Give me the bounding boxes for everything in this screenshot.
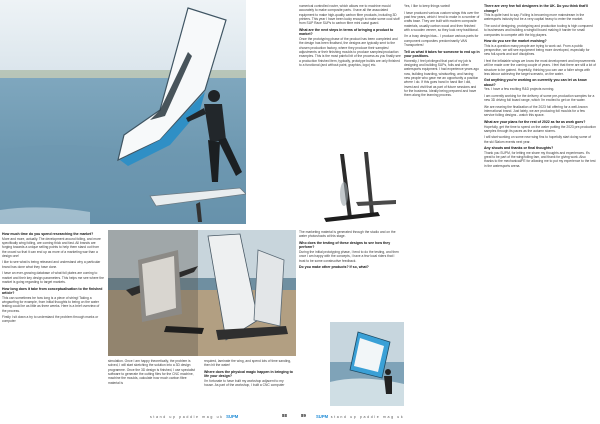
article-column-4: [299, 4, 401, 146]
question-heading: Where does the physical magic happen in bringing to life your design?: [204, 369, 293, 379]
answer-paragraph: I'm fortunate to have built my workshop adjacent to my house. As part of the workshop, I built a CNC computer: [204, 378, 285, 388]
question-heading: Tell us what it takes for someone to end up in your positions.: [404, 49, 480, 59]
answer-paragraph: Yes. I have a few exciting R&D projects running.: [484, 87, 555, 92]
footer-right-brand: SUPM: [316, 414, 329, 419]
answer-paragraph: This can sometimes be how long is a piece of string! Taking a wingsurfing for example, from initial thoughts to being on the water testing could be as little as three weeks. Here is a brief overview of the process.: [2, 295, 100, 313]
answer-paragraph: Hopefully, get the time to spend on the water putting the 2023 pre-production samples through its paces as the autumn storms.: [484, 124, 596, 133]
page-number-right: 89: [301, 413, 306, 418]
answer-paragraph: I have produced various custom wings this over the past few years, which I tend to make in a number of crafts base. They are built with modern composite materials, usually carbon wood and then finished with a wooden veneer, so they look very traditional.: [404, 10, 480, 32]
answer-paragraph: I feel the inflatable wings we know the most development and improvements will be made over the coming couple of years. I feel that there are still a lot of structure to be gained. Hopefully, thinking you can use a foiler wings with less labour achieving the target scenario, on the water.: [484, 58, 596, 76]
question-heading: How much time do you spend researching the market?: [2, 232, 94, 236]
answer-paragraph: Firstly I sit down a try to understand the problem through marks or computer: [2, 315, 99, 324]
question-heading: How long does it take from conceptualisation to the finished article?: [2, 286, 103, 295]
footer-left: [150, 414, 238, 419]
workshop-wings-photo: [108, 230, 296, 356]
wing-rider-inset-photo: [330, 322, 404, 406]
question-heading: Any shouts and thanks or final thoughts?: [484, 146, 554, 151]
answer-paragraph: I am currently working for the delivery of some pre-production samples for a new 3D driving foil board range, which I'm excited to get on the water.: [484, 93, 595, 103]
question-heading: There are very few foil designers in the UK. Do you think that'll change?: [484, 4, 589, 13]
article-column-5: [484, 4, 596, 408]
answer-paragraph: The marketing material is generated through the studio and on the water photoshoots at this stage.: [299, 230, 396, 239]
page-number-left: 88: [282, 413, 287, 418]
answer-paragraph: More and more, actually. The development around foiling, and more specifically wing foiling, are coming thick and fast. All brands are forging towards a unique selling points to help them stand out from the crowd so that it can end up as more of a marketing war than a design one!: [2, 236, 101, 258]
answer-paragraph: Thank you SUPM, for letting me share my thoughts and experiences. It's great to be part of the wing/foiling fam, and thank for giving work. Also thanks to the mechanical/FE for allowing me to put my experience to the test in the watersports arena.: [484, 150, 596, 168]
answer-paragraph: This is quite hard to say. Foiling is becoming more mainstream in the watersports industry but be a very capital heavy to enter the market.: [484, 13, 585, 22]
footer-right-text: stand up paddle mag uk: [330, 415, 405, 419]
question-heading: Who does the testing of these designs to see how they perform?: [299, 240, 391, 250]
article-column-3: [204, 359, 294, 411]
question-heading: How do you see the market evolving?: [484, 39, 547, 44]
answer-paragraph: I'm a busy design bias... I produce various parts for component composites predominantly VAN Transporters!: [404, 34, 479, 48]
answer-paragraph: Honestly, I feel privileged that part of my job is designing and building SUPs, foils and other watersports equipment. I had experience years ago now, building boarding, windsurfing, and having new people who gave me an opportunity a position where I do. If this goes hand in hand like I did, invest and visit that as part of future sessions and for the business. Ideally being prepared and have them along the learning process.: [404, 58, 479, 98]
answer-paragraph: The cost of designing, prototyping and production tooling is high compared to businesses and building a wingfoil board making it harder for small companies to compete with the big players.: [484, 23, 593, 37]
question-heading: Do you make other products? If so, what?: [299, 265, 369, 270]
question-heading: What are your plans for the rest of 2022 as far as work goes?: [484, 120, 586, 124]
answer-paragraph: simulation. Once I am happy theoretically, the problem is solved, I will start sketching the solution into a 3D design programme. Once the 3D design is finished, I use specialist software to generate the cutting files for the CNC machine, machine the moulds, calculate how much carbon fibre material is: [108, 359, 195, 385]
answer-paragraph: This is a question many people are trying to work out. From a public perspective, we will see equipment being more developed, especially for new foil-sports and surf disciplines.: [484, 43, 590, 57]
answer-paragraph: numerical controlled router, which allows me to machine mould accurately to make composite parts. I have all the associated equipment to make high-quality carbon fibre products, including 3D printers. This year I have been lucky enough to make some cool stuff from SUP Race SUPs to carbon fibre mini coast guard.: [299, 4, 400, 26]
wingfoiler-hero-photo: [0, 0, 246, 224]
article-column-4c: [404, 4, 480, 408]
footer-left-text: stand up paddle mag uk: [150, 415, 224, 419]
article-column-1: [2, 232, 104, 410]
foil-product-photo: [316, 148, 402, 228]
answer-paragraph: During the initial prototyping phase, I tend to do the testing, and then once I am happy with the concepts, I have a few local riders that I trust to be some constructive feedback.: [299, 249, 399, 263]
answer-paragraph: I have an ever-growing database of what foil plates are coming to market and their key design parameters. This helps me see where the market is going regarding to target markets.: [2, 271, 104, 284]
article-column-2: [108, 359, 198, 411]
answer-paragraph: I will start working on some new wing fins to hopefully start doing some of the ski Slalom events next year.: [484, 135, 592, 144]
question-heading: Got anything you're working on currently you can let us know about?: [484, 78, 587, 87]
answer-paragraph: required, laminate the wing, and spend lots of time sanding, then hit the water!: [204, 359, 292, 368]
answer-paragraph: We are nearing the finalization of the 2023 foil offering for a well-known international brand. Just lately, we are producing foil moulds for a few service foiling designs - watch this space.: [484, 104, 588, 118]
answer-paragraph: I like to see what is being released and understand why a particular brand has done what they have done.: [2, 260, 101, 269]
answer-paragraph: Once the prototyping phase of the product has been completed and the design has been finalised, the designs are typically sent to the chosen production factory, where they produce their samples/ adjustments or their finishing moulds to produce samples/production examples. This is the most painful bit of the process as you finally see a production finished item, typically, prototype builds are only finished to a functional (and without paint, graphics, logo) etc.: [299, 36, 401, 67]
article-column-4b: [299, 230, 401, 320]
question-heading: What are the next steps in terms of bringing a product to market?: [299, 27, 394, 37]
answer-paragraph: Yes, I like to keep things varied!: [404, 4, 451, 8]
footer-right: [316, 414, 404, 419]
footer-left-brand: SUPM: [226, 414, 239, 419]
